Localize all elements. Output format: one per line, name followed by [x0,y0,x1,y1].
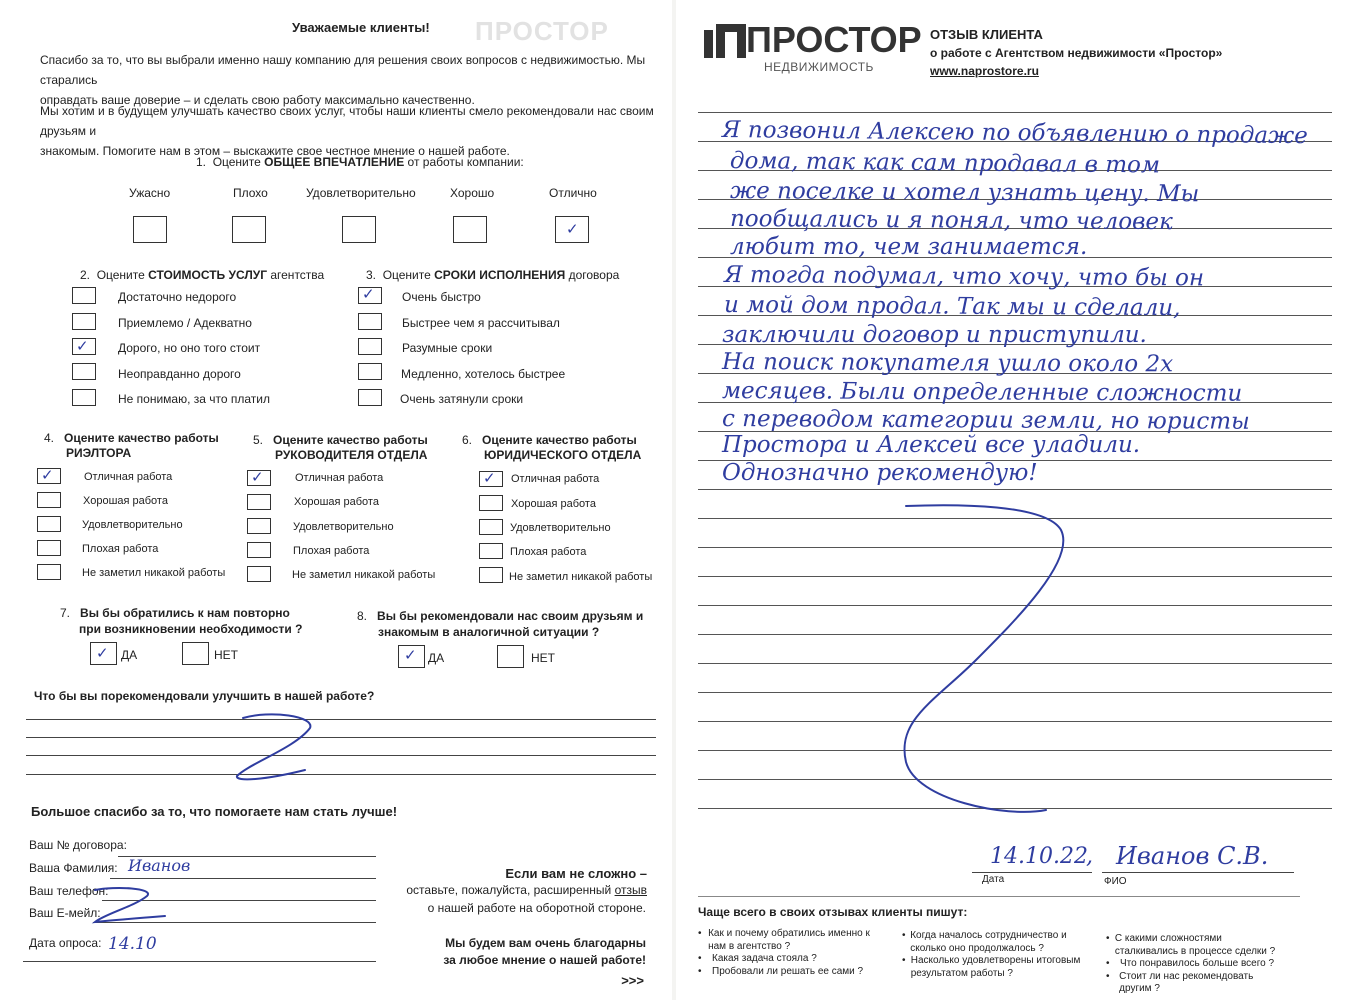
review-line: заключили договор и приступили. [722,322,1147,348]
tips-column-1 [698,928,886,978]
q6-option-label: Плохая работа [510,546,587,558]
q2-checkbox[interactable] [72,363,96,380]
tips-column-3 [1106,933,1286,996]
check-mark-icon: ✓ [404,646,417,664]
q5-option-label: Отличная работа [295,472,384,484]
phone-label: Ваш телефон: [29,884,109,898]
tip-item: • Насколько удовлетворены итоговым результатом работы ? [902,955,1081,979]
q8-question-line2: знакомым в аналогичной ситуации ? [378,625,600,639]
email-label: Ваш Е-мейл: [29,906,101,920]
q6-option-label: Отличная работа [511,473,600,485]
z-strikethrough-mark [225,708,325,788]
q8-question: 8. Вы бы рекомендовали нас своим друзьям и [357,609,644,623]
date-field[interactable] [23,961,376,962]
q3-heading: 3. Оцените СРОКИ ИСПОЛНЕНИЯ договора [366,268,620,282]
check-mark-icon: ✓ [41,466,54,484]
name-signature-line[interactable] [1102,872,1294,873]
logo-main-text: ПРОСТОР [746,19,922,60]
q7-no-checkbox[interactable] [182,642,209,665]
date-caption: Дата [982,874,1005,885]
request-line-1: оставьте, пожалуйста, расширенный отзыв [406,883,647,897]
review-subtitle: о работе с Агентством недвижимости «Простор» [930,46,1223,60]
gratitude-line-2: за любое мнение о нашей работе! [443,953,646,967]
q4-option-label: Не заметил никакой работы [82,567,226,579]
logo-bleed-through: ПРОСТОР [475,16,609,46]
check-mark-icon: ✓ [483,469,496,487]
q5-heading: 5. Оцените качество работы [253,433,428,447]
q2-checkbox[interactable] [72,389,96,406]
q1-checkbox-satisfactory[interactable] [342,216,376,243]
logo-mark-icon [704,22,748,60]
q6-option-label: Удовлетворительно [510,522,611,534]
q6-checkbox[interactable] [479,495,503,511]
q1-option-label: Плохо [233,186,268,200]
review-line: Простора и Алексей все уладили. [722,432,1141,458]
review-line: Я тогда подумал, что хочу, что бы он [723,262,1205,292]
q5-option-label: Не заметил никакой работы [292,569,436,581]
review-line: пообщались и я понял, что человек [729,206,1173,236]
q6-option-label: Хорошая работа [511,498,596,510]
q4-option-label: Хорошая работа [83,495,168,507]
tip-item: • Стоит ли нас рекомендовать другим ? [1106,970,1254,994]
q4-heading: 4. Оцените качество работы [44,431,219,445]
tip-item: • Когда началось сотрудничество и сколько оно продолжалось ? [902,930,1067,954]
review-line: любит то, чем занимается. [730,234,1088,260]
q6-option-label: Не заметил никакой работы [509,571,653,583]
q5-checkbox[interactable] [247,566,271,582]
q3-checkbox[interactable] [358,313,382,330]
q3-option-label: Разумные сроки [402,341,493,355]
q4-option-label: Плохая работа [82,543,159,555]
signature-name: Иванов С.В. [1116,842,1269,870]
q3-checkbox[interactable] [358,389,382,406]
tip-item: • Как и почему обратились именно к нам в агентство ? [698,928,870,952]
q1-option-label: Хорошо [450,186,495,200]
q3-checkbox[interactable] [358,363,382,380]
improve-question: Что бы вы порекомендовали улучшить в нашей работе? [34,689,375,703]
q8-yes-label: ДА [428,651,445,665]
improve-line[interactable] [26,774,656,775]
date-signature-line[interactable] [972,872,1092,873]
tip-item: • Какая задача стояла ? [698,953,817,964]
tip-item: • Что понравилось больше всего ? [1106,958,1275,969]
tip-item: • С какими сложностями сталкивались в процессе сделки ? [1106,933,1276,957]
logo-subtitle: НЕДВИЖИМОСТЬ [764,60,874,74]
tips-column-2 [902,930,1082,980]
q2-option-label: Приемлемо / Адекватно [118,316,252,330]
date-handwritten: 14.10 [108,934,157,954]
q6-checkbox[interactable] [479,567,503,583]
q7-question: 7. Вы бы обратились к нам повторно [60,606,290,620]
q4-checkbox[interactable] [37,516,61,532]
tips-divider [698,896,1300,897]
review-line: Однозначно рекомендую! [722,460,1038,486]
q5-option-label: Удовлетворительно [293,521,394,533]
q4-checkbox[interactable] [37,492,61,508]
review-line: На поиск покупателя ушло около 2х [721,349,1174,378]
q5-option-label: Хорошая работа [294,496,379,508]
intro-paragraph-2: Мы хотим и в будущем улучшать качество своих услуг, чтобы наши клиенты смело рекомендовали нас своим друзьям и знакомым. Помогите нам в этом – выскажите свое честное мнение о нашей работе. [40,104,654,158]
review-line: Я позвонил Алексею по объявлению о продаже [721,117,1308,150]
q1-heading: 1. Оцените ОБЩЕЕ ВПЕЧАТЛЕНИЕ от работы компании: [196,155,524,169]
q4-checkbox[interactable] [37,564,61,580]
improve-line[interactable] [26,737,656,738]
q7-no-label: НЕТ [214,648,238,662]
q2-heading: 2. Оцените СТОИМОСТЬ УСЛУГ агентства [80,268,325,282]
q6-heading: 6. Оцените качество работы [462,433,637,447]
intro-paragraph-1: Спасибо за то, что вы выбрали именно нашу компанию для решения своих вопросов с недвижимостью. Мы старались оправдать ваше доверие – и сделать свою работу максимально качественно. [40,53,646,107]
q5-option-label: Плохая работа [293,545,370,557]
check-mark-icon: ✓ [76,337,89,355]
q1-checkbox-bad[interactable] [232,216,266,243]
q5-checkbox[interactable] [247,518,271,534]
q7-question-line2: при возникновении необходимости ? [79,622,303,636]
q1-option-label: Удовлетворительно [306,186,416,200]
q2-option-label: Дорого, но оно того стоит [118,341,261,355]
check-mark-icon: ✓ [566,220,579,238]
contract-label: Ваш № договора: [29,838,127,852]
request-title: Если вам не сложно – [505,866,647,881]
q6-heading-subject: ЮРИДИЧЕСКОГО ОТДЕЛА [484,448,642,462]
q4-heading-subject: РИЭЛТОРА [66,446,132,460]
check-mark-icon: ✓ [362,285,375,303]
q4-option-label: Отличная работа [84,471,173,483]
review-line: месяцев. Были определенные сложности [721,378,1243,407]
surname-field[interactable] [110,878,376,879]
q1-checkbox-awful[interactable] [133,216,167,243]
q4-option-label: Удовлетворительно [82,519,183,531]
q2-checkbox[interactable] [72,287,96,304]
review-link[interactable]: отзыв [614,883,647,897]
survey-front-page [0,0,672,1000]
thanks-text: Большое спасибо за то, что помогаете нам стать лучше! [31,804,398,819]
gratitude-line-1: Мы будем вам очень благодарны [445,936,646,950]
review-back-page [676,0,1349,1000]
name-caption: ФИО [1104,876,1127,887]
q2-option-label: Неоправданно дорого [118,367,241,381]
review-line: дома, так как сам продавал в том [729,148,1161,179]
q2-option-label: Достаточно недорого [118,290,237,304]
q8-no-checkbox[interactable] [497,645,524,668]
date-label: Дата опроса: [29,936,102,950]
signature-date: 14.10.22 [990,844,1088,869]
q1-option-label: Ужасно [129,186,171,200]
review-line: и мой дом продал. Так мы и сделали, [723,292,1181,322]
surname-label: Ваша Фамилия: [29,861,118,875]
tips-title: Чаще всего в своих отзывах клиенты пишут: [698,905,968,919]
q5-heading-subject: РУКОВОДИТЕЛЯ ОТДЕЛА [275,448,428,462]
ruled-line [698,112,1332,113]
check-mark-icon: ✓ [96,644,109,662]
q7-yes-label: ДА [121,648,138,662]
improve-line[interactable] [26,755,656,756]
review-title: ОТЗЫВ КЛИЕНТА [930,27,1043,42]
q3-option-label: Очень быстро [402,290,481,304]
check-mark-icon: ✓ [251,468,264,486]
q2-option-label: Не понимаю, за что платил [118,392,271,406]
q1-option-label: Отлично [549,186,597,200]
arrows: >>> [621,973,644,988]
q3-option-label: Медленно, хотелось быстрее [401,367,566,381]
q6-checkbox[interactable] [479,543,503,559]
q4-checkbox[interactable] [37,540,61,556]
tip-item: • Пробовали ли решать ее сами ? [698,965,864,977]
improve-line[interactable] [26,719,656,720]
q3-checkbox[interactable] [358,338,382,355]
q6-checkbox[interactable] [479,519,503,535]
review-line: же поселке и хотел узнать цену. Мы [729,178,1200,208]
q5-checkbox[interactable] [247,542,271,558]
z-strikethrough-mark [85,884,175,928]
signature-separator: , [1086,844,1093,869]
surname-handwritten: Иванов [128,856,191,875]
review-line: с переводом категории земли, но юристы [721,406,1250,435]
request-line-2: о нашей работе на оборотной стороне. [427,901,646,915]
q1-checkbox-good[interactable] [453,216,487,243]
q5-checkbox[interactable] [247,494,271,510]
q8-no-label: НЕТ [531,651,555,665]
q3-option-label: Очень затянули сроки [400,392,524,406]
greeting: Уважаемые клиенты! [292,20,430,35]
z-strikethrough-mark [896,500,1076,830]
q2-checkbox[interactable] [72,313,96,330]
q3-option-label: Быстрее чем я рассчитывал [402,316,560,330]
website-link[interactable]: www.naprostore.ru [930,64,1039,78]
ruled-line [698,489,1332,490]
